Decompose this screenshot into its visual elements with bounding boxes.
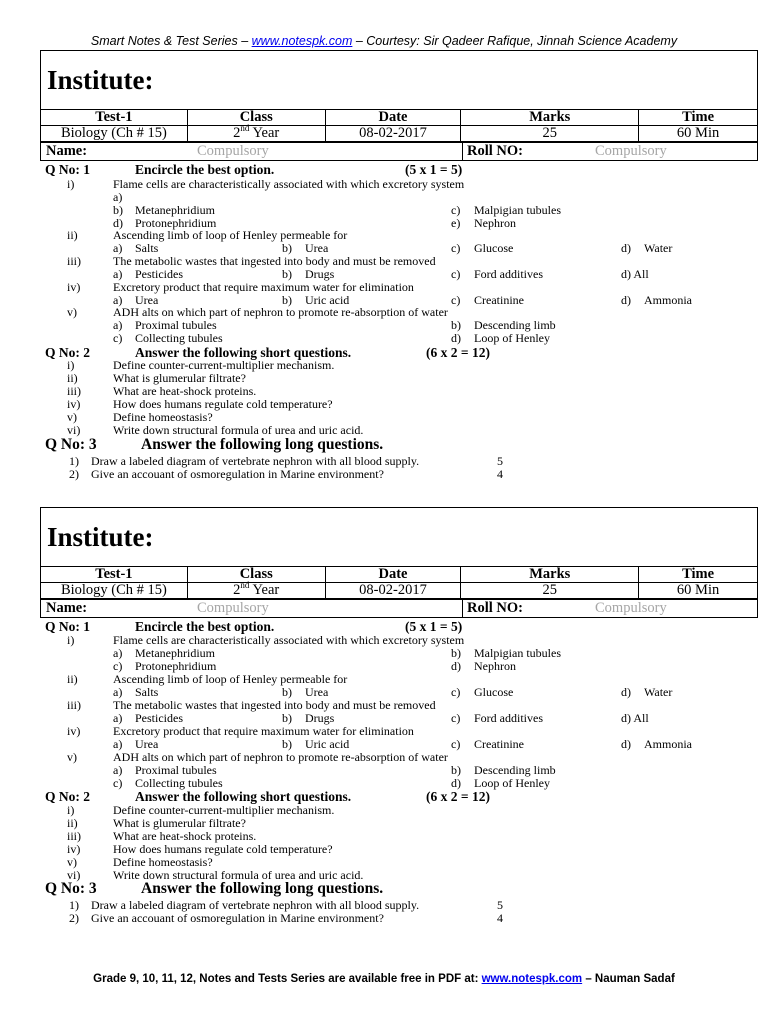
mcq-option: Water — [644, 685, 673, 699]
roll-label: Roll NO: — [467, 600, 523, 616]
class-header: Class — [187, 567, 325, 583]
mcq-option: Drugs — [305, 267, 335, 281]
mcq-number: v) — [67, 305, 77, 319]
mcq-option: Urea — [135, 737, 159, 751]
mcq-number: iv) — [67, 724, 81, 738]
mcq-option-letter: d) — [451, 659, 461, 673]
mcq-option-letter: a) — [113, 763, 123, 777]
time-header: Time — [639, 567, 758, 583]
mcq-option-letter: b) — [451, 318, 461, 332]
mcq-option-letter: c) — [451, 241, 461, 255]
mcq-option: Nephron — [474, 659, 516, 673]
mcq-option: Water — [644, 241, 673, 255]
short-number: vi) — [67, 868, 81, 882]
mcq-option: Drugs — [305, 711, 335, 725]
mcq-option-letter: c) — [451, 203, 461, 217]
mcq-option: Ford additives — [474, 711, 543, 725]
marks-value: 25 — [461, 126, 639, 142]
mcq-option: Loop of Henley — [474, 331, 550, 345]
short-question: Define homeostasis? — [113, 410, 213, 424]
q1-marks: (5 x 1 = 5) — [405, 619, 463, 634]
long-marks: 4 — [497, 467, 503, 481]
test-info-table — [40, 109, 758, 142]
footer-link[interactable]: www.notespk.com — [481, 973, 583, 985]
mcq-option: d) All — [621, 711, 649, 725]
marks-value: 25 — [461, 583, 639, 599]
mcq-question: ADH alts on which part of nephron to promote re-absorption of water — [113, 305, 448, 319]
roll-field[interactable]: Compulsory — [595, 600, 667, 616]
mcq-option-letter: e) — [451, 216, 461, 230]
mcq-option: Pesticides — [135, 267, 183, 281]
long-marks: 4 — [497, 911, 503, 925]
footer-suffix: – Nauman Sadaf — [582, 973, 675, 985]
mcq-option-letter: b) — [113, 203, 123, 217]
subject-value: Biology (Ch # 15) — [41, 583, 188, 599]
short-number: v) — [67, 855, 77, 869]
class-value: 2nd Year — [187, 126, 325, 142]
short-number: iv) — [67, 397, 81, 411]
mcq-number: iii) — [67, 254, 81, 268]
mcq-question: ADH alts on which part of nephron to promote re-absorption of water — [113, 750, 448, 764]
short-question: How does humans regulate cold temperature? — [113, 397, 333, 411]
short-question: Define counter-current-multiplier mechanism. — [113, 803, 335, 817]
mcq-option: Salts — [135, 685, 159, 699]
q2-title: Answer the following short questions. — [135, 789, 352, 804]
mcq-option: Loop of Henley — [474, 776, 550, 790]
footer-prefix: Grade 9, 10, 11, 12, Notes and Tests Series are available free in PDF at: — [93, 973, 482, 985]
long-question: Draw a labeled diagram of vertebrate nephron with all blood supply. — [91, 454, 420, 468]
mcq-number: iii) — [67, 698, 81, 712]
mcq-option: Ford additives — [474, 267, 543, 281]
mcq-option-letter: b) — [282, 293, 292, 307]
q1-marks: (5 x 1 = 5) — [405, 162, 463, 177]
short-number: iii) — [67, 829, 81, 843]
mcq-option-letter: d) — [451, 776, 461, 790]
roll-label: Roll NO: — [467, 143, 523, 159]
mcq-option: Creatinine — [474, 293, 524, 307]
test-info-table — [40, 566, 758, 599]
q3-title: Answer the following long questions. — [141, 436, 384, 453]
mcq-number: ii) — [67, 228, 78, 242]
mcq-question: Ascending limb of loop of Henley permeable for — [113, 672, 348, 686]
mcq-option-letter: b) — [451, 646, 461, 660]
q1-number: Q No: 1 — [45, 619, 90, 634]
institute-label: Institute: — [47, 65, 154, 95]
long-question: Draw a labeled diagram of vertebrate nephron with all blood supply. — [91, 898, 420, 912]
mcq-question: Flame cells are characteristically associated with which excretory system — [113, 177, 465, 191]
mcq-option: Uric acid — [305, 737, 350, 751]
mcq-option: Collecting tubules — [135, 776, 223, 790]
mcq-option: Metanephridium — [135, 203, 215, 217]
long-question: Give an accouant of osmoregulation in Marine environment? — [91, 911, 384, 925]
name-roll-row — [40, 142, 758, 161]
page-footer — [0, 973, 768, 985]
mcq-question: Excretory product that require maximum water for elimination — [113, 280, 414, 294]
mcq-option-letter: b) — [282, 685, 292, 699]
mcq-question: Flame cells are characteristically associated with which excretory system — [113, 633, 465, 647]
mcq-option-letter: c) — [451, 711, 461, 725]
mcq-option: Descending limb — [474, 318, 556, 332]
mcq-option-letter: b) — [451, 763, 461, 777]
mcq-number: v) — [67, 750, 77, 764]
mcq-option-letter: d) — [621, 293, 631, 307]
mcq-question: The metabolic wastes that ingested into body and must be removed — [113, 254, 436, 268]
class-value: 2nd Year — [187, 583, 325, 599]
mcq-question: The metabolic wastes that ingested into body and must be removed — [113, 698, 436, 712]
long-marks: 5 — [497, 454, 503, 468]
mcq-option: Protonephridium — [135, 659, 217, 673]
q2-marks: (6 x 2 = 12) — [426, 789, 490, 804]
mcq-option-letter: a) — [113, 711, 123, 725]
mcq-option-letter: c) — [113, 659, 123, 673]
short-question: How does humans regulate cold temperature? — [113, 842, 333, 856]
mcq-option-letter: d) — [621, 685, 631, 699]
short-number: i) — [67, 803, 75, 817]
test-header: Test-1 — [41, 567, 188, 583]
mcq-option-letter: b) — [282, 737, 292, 751]
q2-marks: (6 x 2 = 12) — [426, 345, 490, 360]
mcq-option: Urea — [305, 685, 329, 699]
roll-field[interactable]: Compulsory — [595, 143, 667, 159]
institute-label: Institute: — [47, 522, 154, 552]
mcq-question: Ascending limb of loop of Henley permeable for — [113, 228, 348, 242]
mcq-option-letter: c) — [451, 267, 461, 281]
mcq-option-letter: a) — [113, 646, 123, 660]
long-number: 1) — [69, 898, 79, 912]
name-field[interactable]: Compulsory — [197, 143, 269, 159]
mcq-option: Protonephridium — [135, 216, 217, 230]
mcq-number: ii) — [67, 672, 78, 686]
mcq-option-letter: b) — [282, 711, 292, 725]
page-header — [0, 34, 768, 48]
mcq-option: Uric acid — [305, 293, 350, 307]
mcq-option-letter: a) — [113, 685, 123, 699]
subject-value: Biology (Ch # 15) — [41, 126, 188, 142]
short-number: ii) — [67, 816, 78, 830]
q1-title: Encircle the best option. — [135, 162, 275, 177]
name-roll-row — [40, 599, 758, 618]
long-question: Give an accouant of osmoregulation in Marine environment? — [91, 467, 384, 481]
short-number: iv) — [67, 842, 81, 856]
header-suffix: – Courtesy: Sir Qadeer Rafique, Jinnah Science Academy — [352, 34, 678, 48]
q3-number: Q No: 3 — [45, 880, 97, 897]
mcq-option: Proximal tubules — [135, 763, 217, 777]
long-number: 2) — [69, 467, 79, 481]
mcq-option: Ammonia — [644, 293, 692, 307]
mcq-option-letter: c) — [451, 685, 461, 699]
institute-box — [40, 507, 758, 566]
mcq-option-letter: b) — [282, 241, 292, 255]
date-value: 08-02-2017 — [325, 126, 461, 142]
long-number: 1) — [69, 454, 79, 468]
date-value: 08-02-2017 — [325, 583, 461, 599]
mcq-number: iv) — [67, 280, 81, 294]
class-header: Class — [187, 110, 325, 126]
short-question: What is glumerular filtrate? — [113, 371, 246, 385]
mcq-option-letter: a) — [113, 190, 123, 204]
short-question: What are heat-shock proteins. — [113, 829, 257, 843]
mcq-number: i) — [67, 177, 75, 191]
mcq-option: Descending limb — [474, 763, 556, 777]
mcq-question: Excretory product that require maximum water for elimination — [113, 724, 414, 738]
mcq-option: Malpigian tubules — [474, 646, 561, 660]
mcq-option-letter: a) — [113, 293, 123, 307]
date-header: Date — [325, 110, 461, 126]
institute-box — [40, 50, 758, 109]
name-label: Name: — [46, 143, 88, 159]
time-header: Time — [639, 110, 758, 126]
test-header: Test-1 — [41, 110, 188, 126]
mcq-option: d) All — [621, 267, 649, 281]
mcq-option: Urea — [135, 293, 159, 307]
mcq-option: Glucose — [474, 685, 514, 699]
name-field[interactable]: Compulsory — [197, 600, 269, 616]
short-number: ii) — [67, 371, 78, 385]
mcq-option: Malpigian tubules — [474, 203, 561, 217]
short-question: What are heat-shock proteins. — [113, 384, 257, 398]
q1-title: Encircle the best option. — [135, 619, 275, 634]
mcq-option-letter: d) — [113, 216, 123, 230]
q3-title: Answer the following long questions. — [141, 880, 384, 897]
mcq-option: Salts — [135, 241, 159, 255]
header-prefix: Smart Notes & Test Series – — [90, 34, 252, 48]
mcq-option-letter: d) — [621, 241, 631, 255]
short-question: Write down structural formula of urea and uric acid. — [113, 423, 364, 437]
mcq-option-letter: c) — [451, 737, 461, 751]
mcq-option-letter: c) — [451, 293, 461, 307]
header-link[interactable]: www.notespk.com — [251, 34, 353, 48]
short-question: What is glumerular filtrate? — [113, 816, 246, 830]
short-number: iii) — [67, 384, 81, 398]
mcq-option: Pesticides — [135, 711, 183, 725]
mcq-option-letter: a) — [113, 318, 123, 332]
q3-number: Q No: 3 — [45, 436, 97, 453]
name-label: Name: — [46, 600, 88, 616]
time-value: 60 Min — [639, 126, 758, 142]
long-number: 2) — [69, 911, 79, 925]
q2-number: Q No: 2 — [45, 345, 90, 360]
marks-header: Marks — [461, 110, 639, 126]
short-question: Define homeostasis? — [113, 855, 213, 869]
date-header: Date — [325, 567, 461, 583]
mcq-option: Collecting tubules — [135, 331, 223, 345]
mcq-option: Creatinine — [474, 737, 524, 751]
time-value: 60 Min — [639, 583, 758, 599]
mcq-option-letter: a) — [113, 241, 123, 255]
short-question: Define counter-current-multiplier mechanism. — [113, 358, 335, 372]
mcq-number: i) — [67, 633, 75, 647]
q2-number: Q No: 2 — [45, 789, 90, 804]
marks-header: Marks — [461, 567, 639, 583]
mcq-option-letter: d) — [621, 737, 631, 751]
mcq-option: Nephron — [474, 216, 516, 230]
mcq-option-letter: b) — [282, 267, 292, 281]
mcq-option: Metanephridium — [135, 646, 215, 660]
mcq-option: Ammonia — [644, 737, 692, 751]
mcq-option: Glucose — [474, 241, 514, 255]
q2-title: Answer the following short questions. — [135, 345, 352, 360]
mcq-option-letter: a) — [113, 737, 123, 751]
short-question: Write down structural formula of urea and uric acid. — [113, 868, 364, 882]
short-number: v) — [67, 410, 77, 424]
mcq-option-letter: a) — [113, 267, 123, 281]
q1-number: Q No: 1 — [45, 162, 90, 177]
short-number: vi) — [67, 423, 81, 437]
mcq-option-letter: c) — [113, 331, 123, 345]
mcq-option-letter: c) — [113, 776, 123, 790]
long-marks: 5 — [497, 898, 503, 912]
mcq-option-letter: d) — [451, 331, 461, 345]
short-number: i) — [67, 358, 75, 372]
mcq-option: Proximal tubules — [135, 318, 217, 332]
mcq-option: Urea — [305, 241, 329, 255]
